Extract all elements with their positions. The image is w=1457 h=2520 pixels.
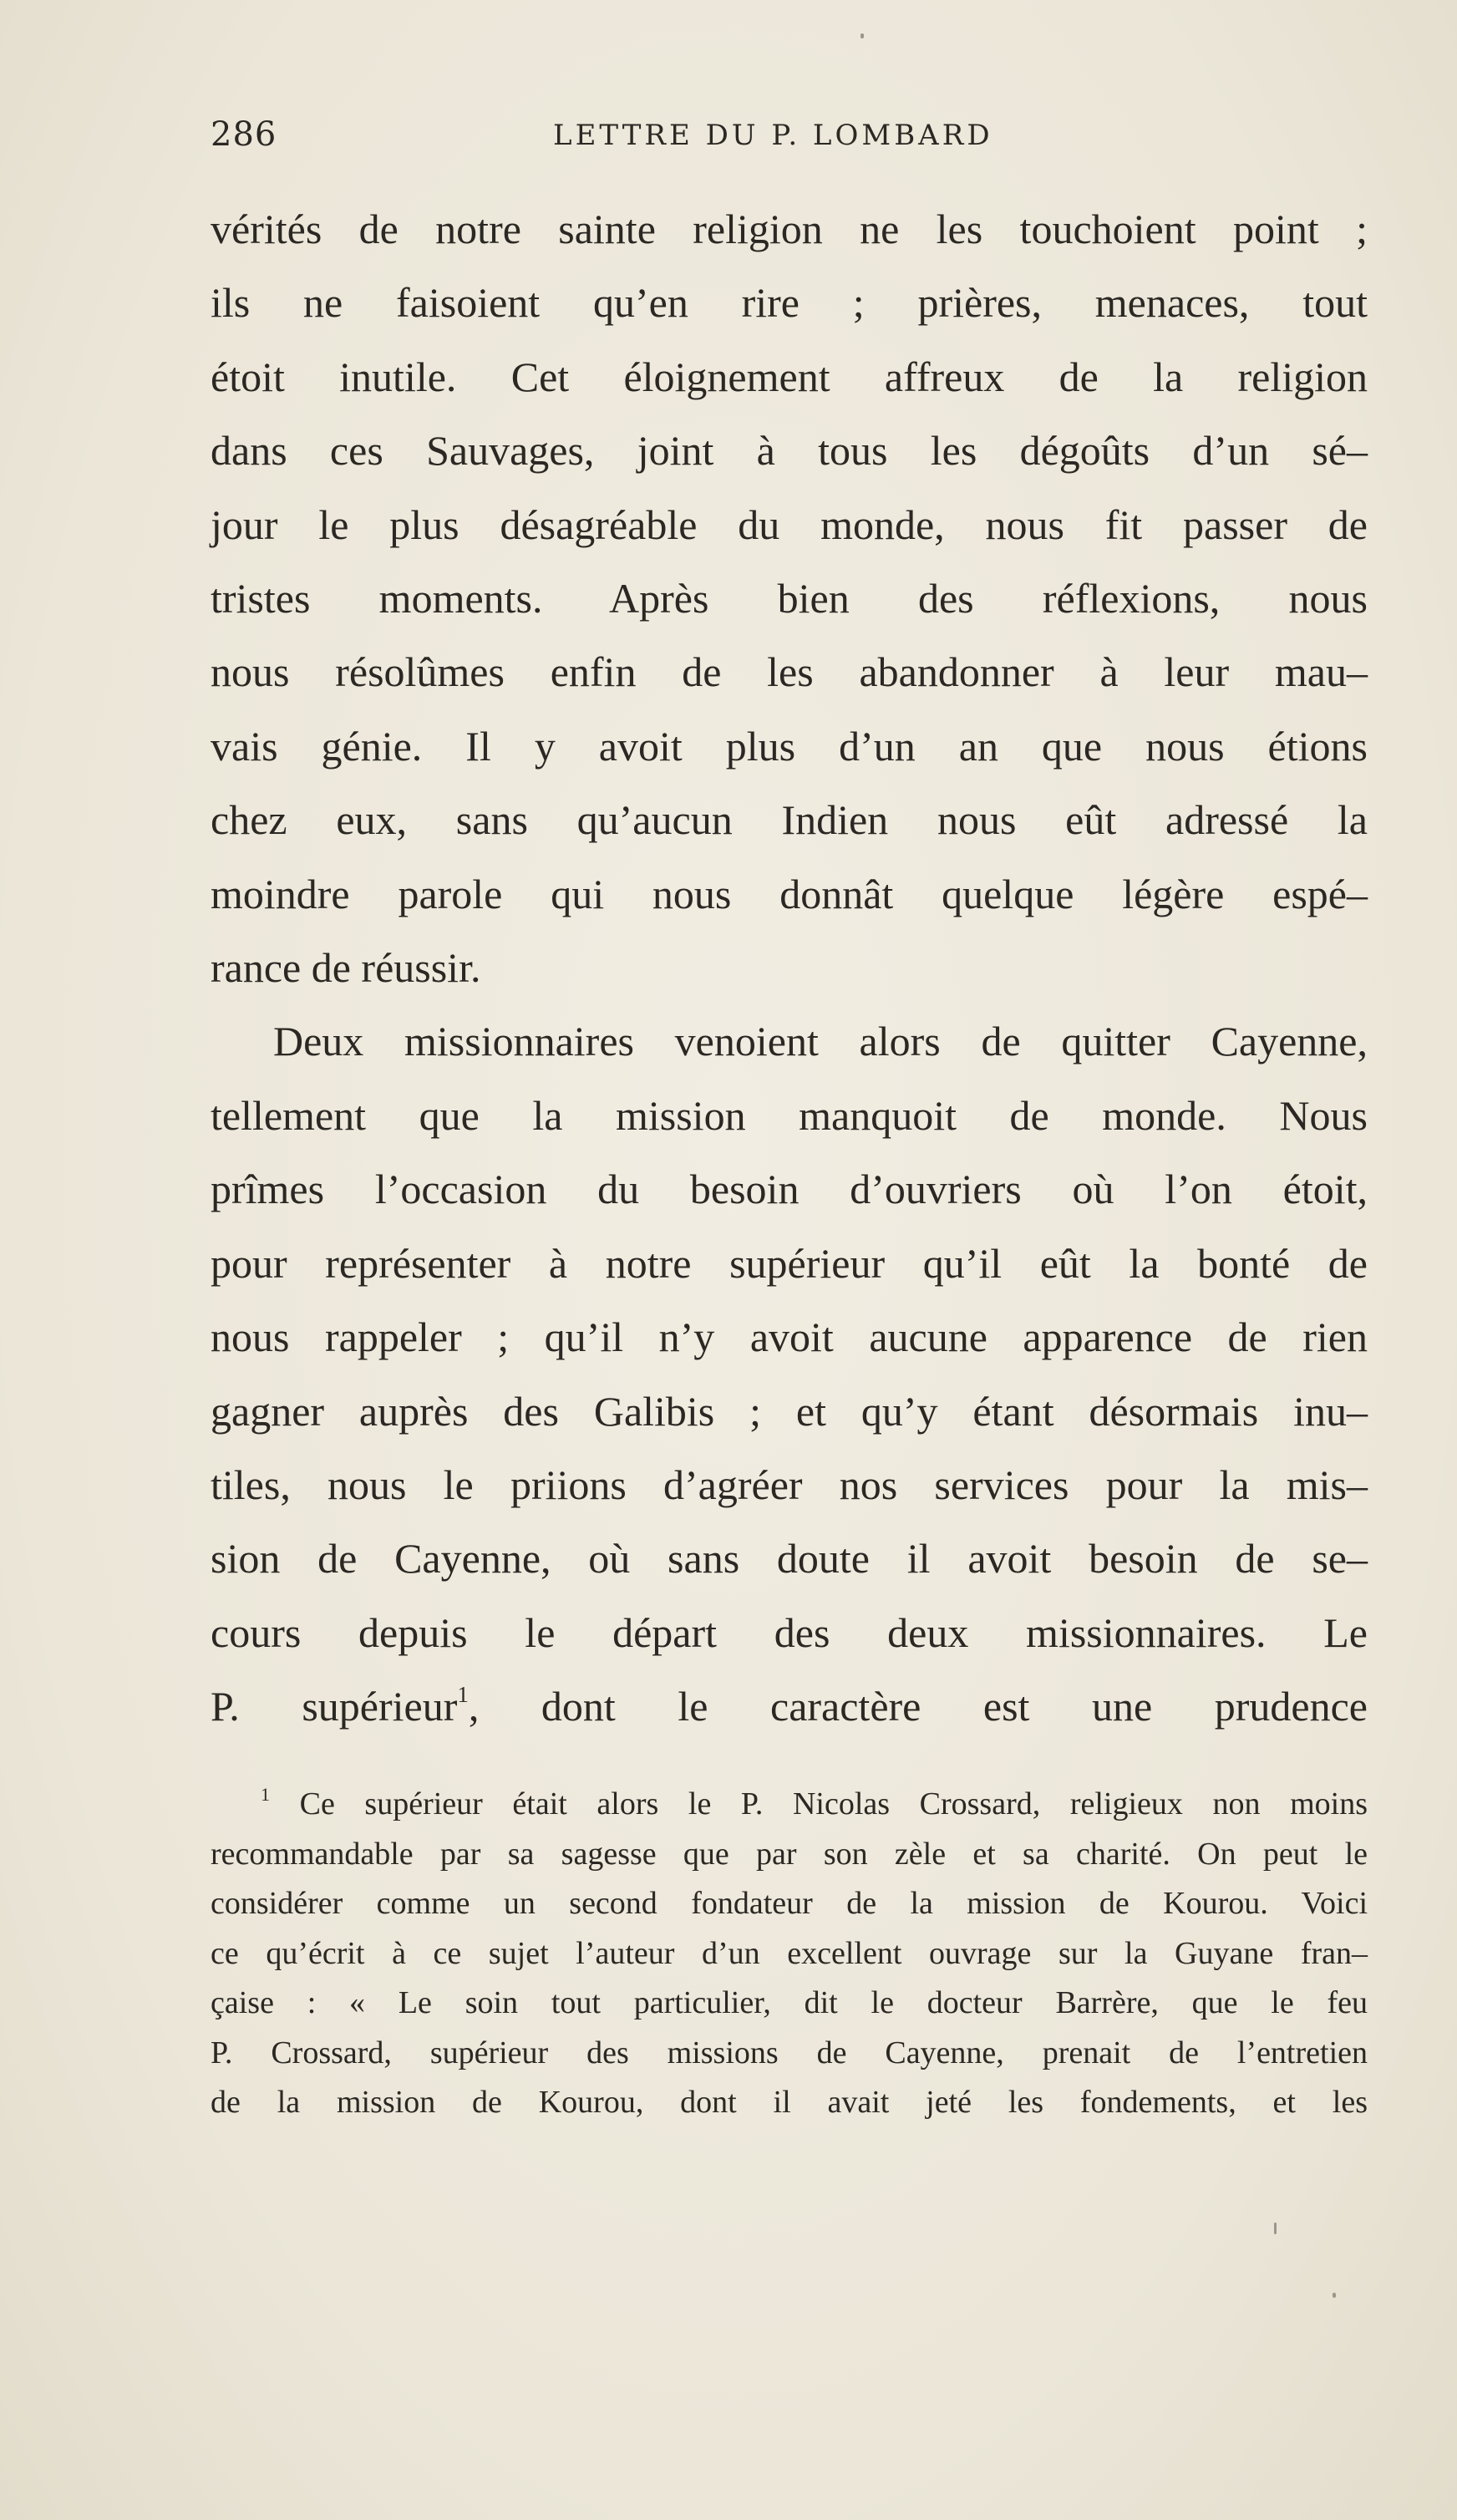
body-line-with-note	[211, 1669, 1368, 1743]
body-line: rance de réussir.	[211, 944, 481, 992]
paper-speck	[860, 33, 864, 38]
footnote-line: çaise : « Le soin tout particulier, dit le docteur Barrère, que le feu	[211, 1985, 1368, 2020]
body-line: cours depuis le départ des deux missionnaires. Le	[211, 1608, 1368, 1656]
body-line: vérités de notre sainte religion ne les touchoient point ;	[211, 206, 1368, 252]
body-line-start: P. supérieur	[211, 1683, 458, 1730]
footnote-line	[211, 1780, 1368, 1830]
footnote-reference[interactable]: 1	[457, 1682, 469, 1708]
body-line: pour représenter à notre supérieur qu’il eût la bonté de	[211, 1239, 1368, 1287]
footnote	[211, 1780, 1368, 2128]
footnote-first-line: Ce supérieur était alors le P. Nicolas Crossard, religieux non moins	[299, 1786, 1368, 1821]
body-line-end: , dont le caractère est une prudence	[468, 1683, 1368, 1730]
footnote-line: ce qu’écrit à ce sujet l’auteur d’un excellent ouvrage sur la Guyane fran–	[211, 1935, 1368, 1971]
body-line: tristes moments. Après bien des réflexions, nous	[211, 575, 1368, 622]
body-line: gagner auprès des Galibis ; et qu’y étant désormais inu–	[211, 1387, 1368, 1435]
page-number: 286	[211, 115, 277, 154]
paper-speck	[1333, 2293, 1336, 2298]
body-line: sion de Cayenne, où sans doute il avoit besoin de se–	[211, 1535, 1368, 1583]
body-line: vais génie. Il y avoit plus d’un an que nous étions	[211, 722, 1368, 770]
running-title: LETTRE DU P. LOMBARD	[553, 119, 993, 152]
body-line: jour le plus désagréable du monde, nous fit passer de	[211, 500, 1368, 548]
body-line: moindre parole qui nous donnât quelque légère espé–	[211, 870, 1368, 917]
body-line: nous rappeler ; qu’il n’y avoit aucune apparence de rien	[211, 1313, 1368, 1361]
footnote-line: de la mission de Kourou, dont il avait jeté les fondements, et les	[211, 2085, 1368, 2120]
body-line: prîmes l’occasion du besoin d’ouvriers où l’on étoit,	[211, 1166, 1368, 1213]
body-text	[211, 192, 1368, 1744]
footnote-line: P. Crossard, supérieur des missions de Cayenne, prenait de l’entretien	[211, 2035, 1368, 2070]
footnote-line: recommandable par sa sagesse que par son zèle et sa charité. On peut le	[211, 1836, 1368, 1872]
footnote-line: considérer comme un second fondateur de la mission de Kourou. Voici	[211, 1886, 1368, 1921]
body-line: dans ces Sauvages, joint à tous les dégoûts d’un sé–	[211, 427, 1368, 475]
footnote-marker: 1	[261, 1784, 270, 1805]
body-line: tellement que la mission manquoit de monde. Nous	[211, 1091, 1368, 1139]
paper-speck	[1274, 2223, 1277, 2234]
body-line: étoit inutile. Cet éloignement affreux de la religion	[211, 353, 1368, 400]
page-header	[211, 115, 1363, 165]
body-line: ils ne faisoient qu’en rire ; prières, menaces, tout	[211, 279, 1368, 327]
body-line: nous résolûmes enfin de les abandonner à leur mau–	[211, 648, 1368, 696]
body-line: chez eux, sans qu’aucun Indien nous eût adressé la	[211, 796, 1368, 844]
body-line: tiles, nous le priions d’agréer nos services pour la mis–	[211, 1461, 1368, 1508]
body-line: Deux missionnaires venoient alors de quitter Cayenne,	[273, 1018, 1368, 1065]
